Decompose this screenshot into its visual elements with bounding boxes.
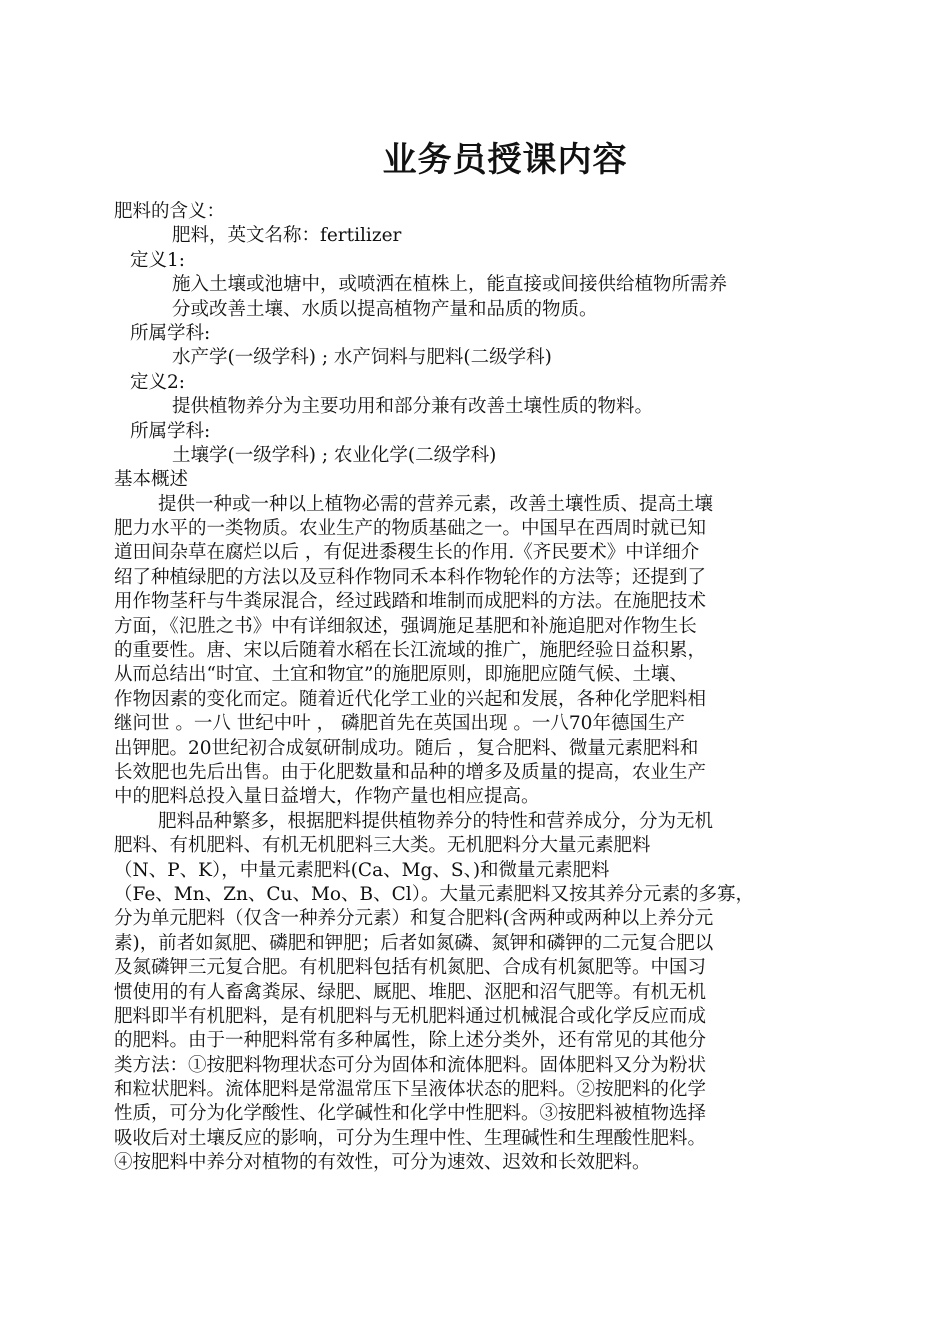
- text-line: （N、P、K），中量元素肥料(Ca、Mg、S、)和微量元素肥料: [114, 859, 610, 881]
- text-line: 肥料，英文名称：fertilizer: [172, 225, 402, 247]
- text-line: 提供一种或一种以上植物必需的营养元素，改善土壤性质、提高土壤: [158, 493, 714, 515]
- text-line: 性质，可分为化学酸性、化学碱性和化学中性肥料。③按肥料被植物选择: [114, 1103, 707, 1125]
- text-line: 长效肥也先后出售。由于化肥数量和品种的增多及质量的提高，农业生产: [114, 761, 707, 783]
- text-line: 肥力水平的一类物质。农业生产的物质基础之一。中国早在西周时就已知: [114, 518, 707, 540]
- text-line: 肥料的含义：: [114, 201, 226, 222]
- text-line: 素)，前者如氮肥、磷肥和钾肥；后者如氮磷、氮钾和磷钾的二元复合肥以: [114, 932, 714, 954]
- text-line: 道田间杂草在腐烂以后 ，有促进黍稷生长的作用.《齐民要术》中详细介: [114, 542, 700, 564]
- text-line: 吸收后对土壤反应的影响，可分为生理中性、生理碱性和生理酸性肥料。: [114, 1127, 707, 1149]
- text-line: 的肥料。由于一种肥料常有多种属性，除上述分类外，还有常见的其他分: [114, 1030, 707, 1052]
- text-line: 提供植物养分为主要功用和部分兼有改善土壤性质的物料。: [172, 396, 654, 418]
- text-line: 及氮磷钾三元复合肥。有机肥料包括有机氮肥、合成有机氮肥等。中国习: [114, 957, 707, 979]
- text-line: 分或改善土壤、水质以提高植物产量和品质的物质。: [172, 298, 598, 320]
- text-line: 所属学科:: [130, 420, 211, 442]
- text-line: 施入土壤或池塘中，或喷洒在植株上，能直接或间接供给植物所需养: [172, 274, 728, 296]
- text-line: 绍了种植绿肥的方法以及豆科作物同禾本科作物轮作的方法等；还提到了: [114, 566, 707, 588]
- text-line: 的重要性。唐、宋以后随着水稻在长江流域的推广，施肥经验日益积累，: [114, 640, 707, 662]
- text-line: 出钾肥。20世纪初合成氨研制成功。随后 ，复合肥料、微量元素肥料和: [114, 737, 699, 759]
- text-line: 肥料即半有机肥料，是有机肥料与无机肥料通过机械混合或化学反应而成: [114, 1005, 707, 1027]
- document-body: [114, 200, 834, 1176]
- section-heading: 基本概述: [114, 469, 189, 491]
- text-line: 作物因素的变化而定。随着近代化学工业的兴起和发展，各种化学肥料相: [114, 688, 707, 710]
- text-line: 肥料、有机肥料、有机无机肥料三大类。无机肥料分大量元素肥料: [114, 835, 651, 857]
- text-line: 定义2:: [130, 371, 186, 393]
- text-line: 土壤学(一级学科) ; 农业化学(二级学科): [172, 444, 497, 466]
- text-line: （Fe、Mn、Zn、Cu、Mo、B、Cl）。大量元素肥料又按其养分元素的多寡，: [114, 883, 754, 905]
- text-line: 类方法：①按肥料物理状态可分为固体和流体肥料。固体肥料又分为粉状: [114, 1054, 707, 1076]
- text-line: 用作物茎秆与牛粪尿混合，经过践踏和堆制而成肥料的方法。在施肥技术: [114, 591, 707, 613]
- text-line: 中的肥料总投入量日益增大，作物产量也相应提高。: [114, 786, 540, 808]
- text-line: 定义1:: [130, 249, 186, 271]
- text-line: 所属学科:: [130, 322, 211, 344]
- document-title: 业务员授课内容: [382, 140, 628, 180]
- text-line: 和粒状肥料。流体肥料是常温常压下呈液体状态的肥料。②按肥料的化学: [114, 1079, 707, 1101]
- text-line: 分为单元肥料（仅含一种养分元素）和复合肥料(含两种或两种以上养分元: [114, 908, 714, 930]
- text-line: 继问世 。一八 世纪中叶 ， 磷肥首先在英国出现 。一八70年德国生产: [114, 713, 685, 735]
- text-line: 水产学(一级学科) ; 水产饲料与肥料(二级学科): [172, 347, 552, 369]
- text-line: 从而总结出“时宜、土宜和物宜”的施肥原则，即施肥应随气候、土壤、: [114, 664, 688, 686]
- text-line: 惯使用的有人畜禽粪尿、绿肥、厩肥、堆肥、沤肥和沼气肥等。有机无机: [114, 981, 707, 1003]
- text-line: 肥料品种繁多，根据肥料提供植物养分的特性和营养成分，分为无机: [158, 810, 714, 832]
- text-line: ④按肥料中养分对植物的有效性，可分为速效、迟效和长效肥料。: [114, 1152, 651, 1174]
- text-line: 方面，《氾胜之书》中有详细叙述，强调施足基肥和补施追肥对作物生长: [114, 615, 697, 637]
